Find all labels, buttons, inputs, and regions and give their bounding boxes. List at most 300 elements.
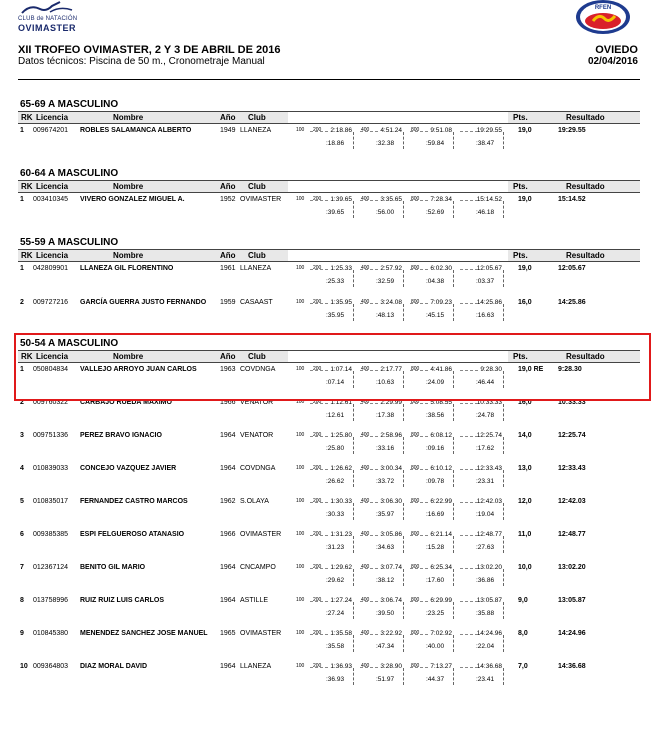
result-row — [18, 594, 640, 620]
cumulative-time: 4:41.86 — [430, 366, 452, 373]
section-title: 65-69 A MASCULINO — [20, 99, 119, 110]
split-distance-mark: 100 — [296, 630, 305, 636]
result-time: 19:29.55 — [558, 127, 586, 134]
split-distance-mark: 800 — [411, 196, 420, 202]
col-rk: RK — [21, 251, 33, 260]
cumulative-time: 2:29.99 — [380, 399, 402, 406]
cumulative-time: 1:27.24 — [330, 597, 352, 604]
split-distance-mark: 800 — [411, 432, 420, 438]
cumulative-time: 1:35.58 — [330, 630, 352, 637]
col-licencia: Licencia — [36, 113, 69, 122]
birth-year: 1964 — [220, 663, 236, 670]
split-distance-mark: 100 — [296, 531, 305, 537]
col-pts: Pts. — [513, 251, 528, 260]
cumulative-time: 3:06.30 — [380, 498, 402, 505]
split-time: :23.41 — [476, 676, 495, 683]
cumulative-time: 3:00.34 — [380, 465, 402, 472]
col-nombre: Nombre — [113, 251, 144, 260]
split-time: :48.13 — [376, 312, 395, 319]
result-time: 13:02.20 — [558, 564, 586, 571]
swimmer-name: VIVERO GONZALEZ MIGUEL A. — [80, 196, 185, 203]
split-dashline — [460, 535, 478, 536]
club: COVDNGA — [240, 366, 276, 373]
points: 9,0 — [518, 597, 528, 604]
cumulative-time: 6:21.14 — [430, 531, 452, 538]
event-city: OVIEDO — [595, 44, 638, 56]
split-distance-mark: 800 — [411, 399, 420, 405]
points: 10,0 — [518, 564, 532, 571]
cumulative-time: 3:05.86 — [380, 531, 402, 538]
cumulative-time: 12:25.74 — [476, 432, 502, 439]
rank: 8 — [20, 597, 24, 604]
cumulative-time: 3:06.74 — [380, 597, 402, 604]
split-time: :52.69 — [426, 209, 445, 216]
cumulative-time: 2:18.86 — [330, 127, 352, 134]
col-licencia: Licencia — [36, 251, 69, 260]
points: 19,0 — [518, 265, 532, 272]
split-time: :35.95 — [326, 312, 345, 319]
cumulative-time: 6:25.34 — [430, 564, 452, 571]
cumulative-time: 9:28.30 — [480, 366, 502, 373]
split-time: :16.63 — [476, 312, 495, 319]
club: LLANEZA — [240, 127, 272, 134]
cumulative-time: 5:08.55 — [430, 399, 452, 406]
club: OVIMASTER — [240, 630, 282, 637]
col-licencia: Licencia — [36, 182, 69, 191]
split-divider — [503, 404, 504, 421]
split-distance-mark: 100 — [296, 597, 305, 603]
split-divider — [503, 668, 504, 685]
points: 13,0 — [518, 465, 532, 472]
points: 12,0 — [518, 498, 532, 505]
cumulative-time: 14:25.86 — [476, 299, 502, 306]
split-distance-mark: 200 — [313, 564, 322, 570]
result-row — [18, 660, 640, 686]
points: 7,0 — [518, 663, 528, 670]
rank: 4 — [20, 465, 24, 472]
result-time: 12:33.43 — [558, 465, 586, 472]
points: 19,0 — [518, 127, 532, 134]
split-distance-mark: 400 — [361, 630, 370, 636]
cumulative-time: 14:24.96 — [476, 630, 502, 637]
split-time: :31.23 — [326, 544, 345, 551]
split-time: :38.56 — [426, 412, 445, 419]
split-distance-mark: 400 — [361, 531, 370, 537]
cumulative-time: 3:24.08 — [380, 299, 402, 306]
result-row — [18, 124, 640, 150]
cumulative-time: 6:29.99 — [430, 597, 452, 604]
split-time: :38.12 — [376, 577, 395, 584]
split-distance-mark: 100 — [296, 196, 305, 202]
swimmer-name: GARCÍA GUERRA JUSTO FERNANDO — [80, 299, 207, 306]
swimmer-logo-icon — [20, 0, 80, 14]
cumulative-time: 19:29.55 — [476, 127, 502, 134]
result-row — [18, 262, 640, 288]
col-ano: Año — [220, 352, 236, 361]
split-time: :27.24 — [326, 610, 345, 617]
split-time: :07.14 — [326, 379, 345, 386]
result-row — [18, 495, 640, 521]
split-distance-mark: 400 — [361, 597, 370, 603]
birth-year: 1962 — [220, 498, 236, 505]
result-section — [18, 98, 640, 147]
cumulative-time: 1:29.62 — [330, 564, 352, 571]
splits-header-blank — [288, 112, 508, 123]
split-dashline — [460, 303, 478, 304]
cumulative-time: 1:26.62 — [330, 465, 352, 472]
split-distance-mark: 200 — [313, 498, 322, 504]
cumulative-time: 3:22.92 — [380, 630, 402, 637]
cumulative-time: 7:28.34 — [430, 196, 452, 203]
col-rk: RK — [21, 352, 33, 361]
cumulative-time: 1:30.33 — [330, 498, 352, 505]
club: S.OLAYA — [240, 498, 269, 505]
cumulative-time: 1:39.65 — [330, 196, 352, 203]
event-title: XII TROFEO OVIMASTER, 2 Y 3 DE ABRIL DE 2016 — [18, 44, 281, 56]
club: LLANEZA — [240, 265, 272, 272]
col-pts: Pts. — [513, 113, 528, 122]
birth-year: 1965 — [220, 630, 236, 637]
split-distance-mark: 800 — [411, 630, 420, 636]
rank: 1 — [20, 265, 24, 272]
points: 19,0 — [518, 196, 532, 203]
split-time: :23.31 — [476, 478, 495, 485]
col-ano: Año — [220, 113, 236, 122]
split-distance-mark: 100 — [296, 399, 305, 405]
licencia: 009674201 — [33, 127, 69, 134]
split-divider — [503, 470, 504, 487]
split-distance-mark: 200 — [313, 663, 322, 669]
split-distance-mark: 100 — [296, 127, 305, 133]
swimmer-name: MENENDEZ SANCHEZ JOSE MANUEL — [80, 630, 208, 637]
result-time: 10:33.33 — [558, 399, 586, 406]
split-time: :17.38 — [376, 412, 395, 419]
col-resultado: Resultado — [566, 182, 605, 191]
header-divider — [18, 79, 640, 80]
birth-year: 1966 — [220, 399, 236, 406]
birth-year: 1949 — [220, 127, 236, 134]
split-time: :35.88 — [476, 610, 495, 617]
split-time: :45.15 — [426, 312, 445, 319]
split-distance-mark: 200 — [313, 265, 322, 271]
club: LLANEZA — [240, 663, 272, 670]
birth-year: 1964 — [220, 564, 236, 571]
cumulative-time: 12:33.43 — [476, 465, 502, 472]
rank: 10 — [20, 663, 28, 670]
split-distance-mark: 100 — [296, 265, 305, 271]
licencia: 009727216 — [33, 299, 69, 306]
split-distance-mark: 100 — [296, 564, 305, 570]
cumulative-time: 12:05.67 — [476, 265, 502, 272]
split-distance-mark: 400 — [361, 196, 370, 202]
result-time: 15:14.52 — [558, 196, 586, 203]
split-time: :24.78 — [476, 412, 495, 419]
result-section — [18, 236, 640, 319]
split-distance-mark: 400 — [361, 432, 370, 438]
col-club: Club — [248, 182, 266, 191]
cumulative-time: 7:13.27 — [430, 663, 452, 670]
points: 14,0 — [518, 432, 532, 439]
split-distance-mark: 800 — [411, 465, 420, 471]
cumulative-time: 2:57.92 — [380, 265, 402, 272]
cumulative-time: 1:07.14 — [330, 366, 352, 373]
cumulative-time: 6:10.12 — [430, 465, 452, 472]
split-time: :36.86 — [476, 577, 495, 584]
split-time: :10.63 — [376, 379, 395, 386]
rank: 7 — [20, 564, 24, 571]
split-time: :51.97 — [376, 676, 395, 683]
split-time: :46.18 — [476, 209, 495, 216]
split-time: :34.63 — [376, 544, 395, 551]
result-row — [18, 462, 640, 488]
split-time: :25.80 — [326, 445, 345, 452]
split-divider — [503, 132, 504, 149]
split-distance-mark: 200 — [313, 399, 322, 405]
split-distance-mark: 200 — [313, 366, 322, 372]
split-time: :33.72 — [376, 478, 395, 485]
split-time: :56.00 — [376, 209, 395, 216]
split-dashline — [460, 436, 478, 437]
club: VENATOR — [240, 432, 274, 439]
split-distance-mark: 800 — [411, 663, 420, 669]
result-row — [18, 429, 640, 455]
club-name: OVIMASTER — [18, 23, 77, 33]
split-time: :47.34 — [376, 643, 395, 650]
cumulative-time: 14:36.68 — [476, 663, 502, 670]
split-distance-mark: 200 — [313, 531, 322, 537]
col-rk: RK — [21, 182, 33, 191]
split-divider — [503, 635, 504, 652]
split-distance-mark: 800 — [411, 531, 420, 537]
col-nombre: Nombre — [113, 182, 144, 191]
swimmer-name: DIAZ MORAL DAVID — [80, 663, 148, 670]
cumulative-time: 7:09.23 — [430, 299, 452, 306]
cumulative-time: 6:08.12 — [430, 432, 452, 439]
split-divider — [503, 536, 504, 553]
cumulative-time: 7:02.92 — [430, 630, 452, 637]
col-ano: Año — [220, 251, 236, 260]
split-time: :29.62 — [326, 577, 345, 584]
birth-year: 1964 — [220, 465, 236, 472]
col-nombre: Nombre — [113, 113, 144, 122]
club: OVIMASTER — [240, 531, 282, 538]
licencia: 009751336 — [33, 432, 69, 439]
split-dashline — [460, 469, 478, 470]
licencia: 009364803 — [33, 663, 69, 670]
result-time: 9:28.30 — [558, 366, 582, 373]
split-time: :23.25 — [426, 610, 445, 617]
split-time: :38.47 — [476, 140, 495, 147]
split-distance-mark: 200 — [313, 127, 322, 133]
split-distance-mark: 100 — [296, 663, 305, 669]
licencia: 009385385 — [33, 531, 69, 538]
split-distance-mark: 800 — [411, 299, 420, 305]
birth-year: 1963 — [220, 366, 236, 373]
split-time: :15.28 — [426, 544, 445, 551]
split-dashline — [460, 269, 478, 270]
birth-year: 1952 — [220, 196, 236, 203]
split-dashline — [460, 634, 478, 635]
birth-year: 1964 — [220, 597, 236, 604]
column-header — [18, 111, 640, 124]
event-subtitle: Datos técnicos: Piscina de 50 m., Cronometraje Manual — [18, 56, 265, 67]
split-distance-mark: 800 — [411, 366, 420, 372]
col-ano: Año — [220, 182, 236, 191]
split-distance-mark: 800 — [411, 498, 420, 504]
result-time: 12:48.77 — [558, 531, 586, 538]
split-time: :09.78 — [426, 478, 445, 485]
licencia: 050804834 — [33, 366, 69, 373]
cumulative-time: 3:35.65 — [380, 196, 402, 203]
split-dashline — [460, 601, 478, 602]
split-distance-mark: 800 — [411, 265, 420, 271]
col-club: Club — [248, 352, 266, 361]
split-time: :19.04 — [476, 511, 495, 518]
rank: 9 — [20, 630, 24, 637]
split-time: :59.84 — [426, 140, 445, 147]
club-subtitle: CLUB de NATACIÓN — [18, 16, 78, 22]
split-time: :33.16 — [376, 445, 395, 452]
federation-label: RFEN — [594, 5, 612, 11]
cumulative-time: 2:17.77 — [380, 366, 402, 373]
result-time: 12:25.74 — [558, 432, 586, 439]
result-time: 14:36.68 — [558, 663, 586, 670]
points: 16,0 — [518, 299, 532, 306]
swimmer-name: ESPI FELGUEROSO ATANASIO — [80, 531, 185, 538]
col-resultado: Resultado — [566, 352, 605, 361]
col-resultado: Resultado — [566, 113, 605, 122]
split-dashline — [460, 403, 478, 404]
split-dashline — [460, 502, 478, 503]
split-distance-mark: 100 — [296, 498, 305, 504]
result-time: 14:24.96 — [558, 630, 586, 637]
split-time: :40.00 — [426, 643, 445, 650]
split-distance-mark: 100 — [296, 465, 305, 471]
licencia: 010835017 — [33, 498, 69, 505]
birth-year: 1966 — [220, 531, 236, 538]
rank: 1 — [20, 366, 24, 373]
points: 8,0 — [518, 630, 528, 637]
rank: 3 — [20, 432, 24, 439]
col-club: Club — [248, 113, 266, 122]
licencia: 012367124 — [33, 564, 69, 571]
splits-header-blank — [288, 181, 508, 192]
split-distance-mark: 200 — [313, 196, 322, 202]
split-distance-mark: 400 — [361, 265, 370, 271]
result-time: 12:05.67 — [558, 265, 586, 272]
section-title: 50-54 A MASCULINO — [20, 338, 119, 349]
split-dashline — [460, 131, 478, 132]
split-time: :39.65 — [326, 209, 345, 216]
swimmer-name: LLANEZA GIL FLORENTINO — [80, 265, 174, 272]
club: VENATOR — [240, 399, 274, 406]
col-pts: Pts. — [513, 352, 528, 361]
split-distance-mark: 100 — [296, 299, 305, 305]
result-time: 12:42.03 — [558, 498, 586, 505]
cumulative-time: 1:35.95 — [330, 299, 352, 306]
swimmer-name: CARBAJO RUEDA MAXIMO — [80, 399, 172, 406]
split-distance-mark: 200 — [313, 597, 322, 603]
swimmer-name: ROBLES SALAMANCA ALBERTO — [80, 127, 192, 134]
split-time: :17.62 — [476, 445, 495, 452]
split-dashline — [460, 667, 478, 668]
cumulative-time: 12:42.03 — [476, 498, 502, 505]
rank: 6 — [20, 531, 24, 538]
cumulative-time: 6:22.99 — [430, 498, 452, 505]
split-distance-mark: 400 — [361, 299, 370, 305]
swimmer-name: VALLEJO ARROYO JUAN CARLOS — [80, 366, 197, 373]
cumulative-time: 15:14.52 — [476, 196, 502, 203]
cumulative-time: 1:31.23 — [330, 531, 352, 538]
licencia: 042809901 — [33, 265, 69, 272]
split-time: :27.63 — [476, 544, 495, 551]
birth-year: 1961 — [220, 265, 236, 272]
birth-year: 1964 — [220, 432, 236, 439]
swimmer-name: PEREZ BRAVO IGNACIO — [80, 432, 162, 439]
cumulative-time: 10:33.33 — [476, 399, 502, 406]
split-dashline — [460, 200, 478, 201]
result-row — [18, 296, 640, 322]
split-time: :04.38 — [426, 278, 445, 285]
cumulative-time: 4:51.24 — [380, 127, 402, 134]
cumulative-time: 3:07.74 — [380, 564, 402, 571]
split-time: :25.33 — [326, 278, 345, 285]
club: OVIMASTER — [240, 196, 282, 203]
split-distance-mark: 800 — [411, 564, 420, 570]
split-distance-mark: 400 — [361, 465, 370, 471]
split-divider — [503, 304, 504, 321]
rank: 1 — [20, 196, 24, 203]
cumulative-time: 9:51.08 — [430, 127, 452, 134]
split-distance-mark: 400 — [361, 399, 370, 405]
split-distance-mark: 200 — [313, 432, 322, 438]
split-time: :12.61 — [326, 412, 345, 419]
col-rk: RK — [21, 113, 33, 122]
split-distance-mark: 400 — [361, 127, 370, 133]
rank: 2 — [20, 299, 24, 306]
section-title: 60-64 A MASCULINO — [20, 168, 119, 179]
result-time: 14:25.86 — [558, 299, 586, 306]
split-time: :35.58 — [326, 643, 345, 650]
split-time: :09.16 — [426, 445, 445, 452]
split-distance-mark: 100 — [296, 432, 305, 438]
split-time: :32.38 — [376, 140, 395, 147]
split-time: :26.62 — [326, 478, 345, 485]
col-pts: Pts. — [513, 182, 528, 191]
result-row — [18, 561, 640, 587]
column-header — [18, 249, 640, 262]
club: ASTILLE — [240, 597, 269, 604]
split-distance-mark: 400 — [361, 366, 370, 372]
cumulative-time: 6:02.30 — [430, 265, 452, 272]
split-time: :36.93 — [326, 676, 345, 683]
split-distance-mark: 200 — [313, 465, 322, 471]
swimmer-name: FERNANDEZ CASTRO MARCOS — [80, 498, 188, 505]
result-row — [18, 528, 640, 554]
split-time: :24.09 — [426, 379, 445, 386]
swimmer-name: RUIZ RUIZ LUIS CARLOS — [80, 597, 164, 604]
points: 19,0 RE — [518, 366, 544, 373]
section-title: 55-59 A MASCULINO — [20, 237, 119, 248]
result-row — [18, 627, 640, 653]
licencia: 013758996 — [33, 597, 69, 604]
split-time: :18.86 — [326, 140, 345, 147]
cumulative-time: 3:28.90 — [380, 663, 402, 670]
licencia: 003410345 — [33, 196, 69, 203]
cumulative-time: 1:25.33 — [330, 265, 352, 272]
split-distance-mark: 400 — [361, 564, 370, 570]
split-time: :03.37 — [476, 278, 495, 285]
